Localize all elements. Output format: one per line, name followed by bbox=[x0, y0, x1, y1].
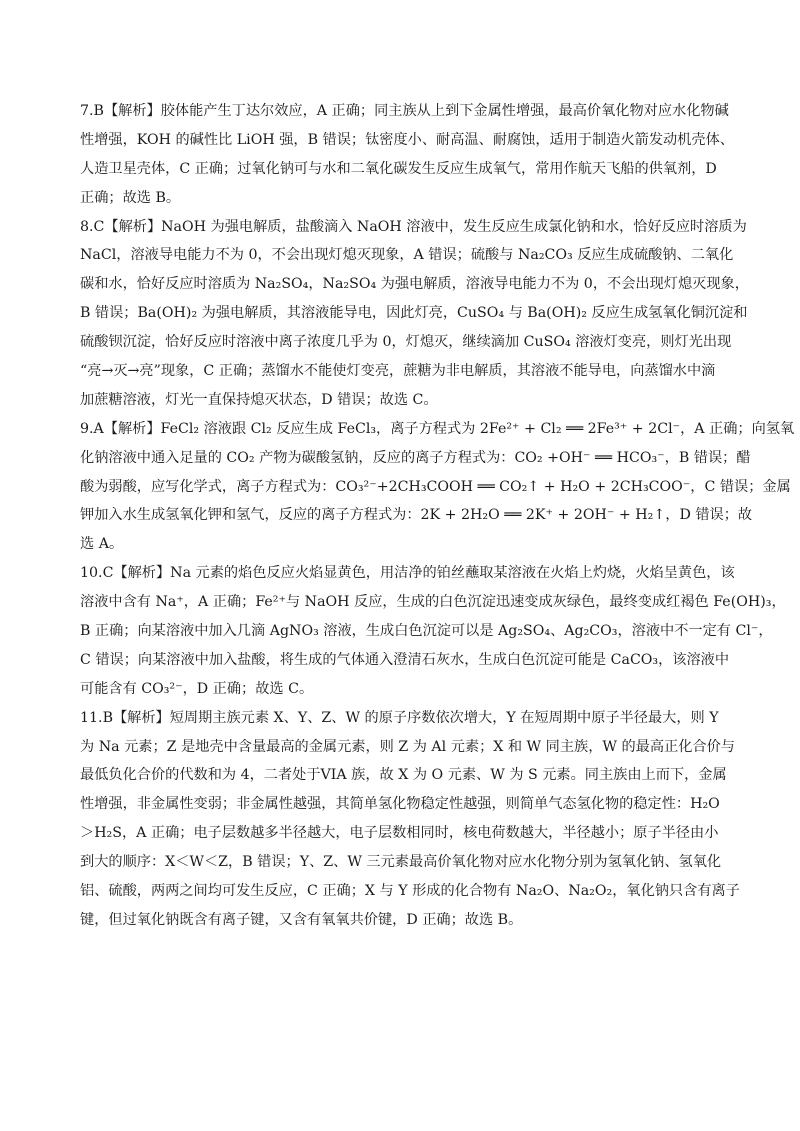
text-line: 硫酸钡沉淀，恰好反应时溶液中离子浓度几乎为 0，灯熄灭，继续滴加 CuSO₄ 溶液灯变亮，则灯光出现 bbox=[80, 334, 732, 351]
text-line: 到大的顺序：X＜W＜Z，B 错误；Y、Z、W 三元素最高价氧化物对应水化物分别为氢氧化钠、氢氧化 bbox=[80, 854, 722, 871]
question-8-explanation bbox=[80, 213, 749, 415]
text-line: 人造卫星壳体，C 正确；过氧化钠可与水和二氧化碳发生反应生成氧气，常用作航天飞船的供氧剂，D bbox=[80, 160, 717, 177]
page-content bbox=[80, 97, 795, 935]
text-line: 正确；故选 B。 bbox=[80, 189, 181, 206]
text-line: 7.B【解析】胶体能产生丁达尔效应，A 正确；同主族从上到下金属性增强，最高价氧化物对应水化物碱 bbox=[80, 103, 729, 119]
text-line: 铝、硫酸，两两之间均可发生反应，C 正确；X 与 Y 形成的化合物有 Na₂O、Na₂O₂，氧化钠只含有离子 bbox=[80, 883, 740, 900]
text-line: 性增强，KOH 的碱性比 LiOH 强，B 错误；钛密度小、耐高温、耐腐蚀，适用于制造火箭发动机壳体、 bbox=[80, 131, 734, 148]
text-line: 溶液中含有 Na⁺，A 正确；Fe²⁺与 NaOH 反应，生成的白色沉淀迅速变成灰绿色，最终变成红褐色 Fe(OH)₃， bbox=[80, 594, 786, 611]
text-line: 碳和水，恰好反应时溶质为 Na₂SO₄，Na₂SO₄ 为强电解质，溶液导电能力不为 0，不会出现灯熄灭现象， bbox=[80, 276, 749, 293]
question-7-explanation bbox=[80, 97, 734, 213]
text-line: 钾加入水生成氢氧化钾和氢气，反应的离子方程式为：2K + 2H₂O ══ 2K⁺ + 2OH⁻ + H₂↑，D 错误；故 bbox=[80, 507, 753, 524]
text-line: 选 A。 bbox=[80, 536, 124, 553]
text-line: NaCl，溶液导电能力不为 0，不会出现灯熄灭现象，A 错误；硫酸与 Na₂CO₃ 反应生成硫酸钠、二氧化 bbox=[80, 247, 734, 264]
text-line: 为 Na 元素；Z 是地壳中含量最高的金属元素，则 Z 为 Al 元素；X 和 W 同主族，W 的最高正化合价与 bbox=[80, 738, 735, 755]
question-11-explanation bbox=[80, 704, 740, 935]
question-9-explanation bbox=[80, 415, 795, 559]
text-line: 酸为弱酸，应写化学式，离子方程式为：CO₃²⁻+2CH₃COOH ══ CO₂↑ + H₂O + 2CH₃COO⁻，C 错误；金属 bbox=[80, 478, 791, 495]
text-line: 化钠溶液中通入足量的 CO₂ 产物为碳酸氢钠，反应的离子方程式为：CO₂ +OH⁻ ══ HCO₃⁻，B 错误；醋 bbox=[80, 449, 751, 466]
text-line: “亮→灭→亮”现象，C 正确；蒸馏水不能使灯变亮，蔗糖为非电解质，其溶液不能导电，向蒸馏水中滴 bbox=[80, 363, 716, 380]
text-line: 10.C【解析】Na 元素的焰色反应火焰显黄色，用洁净的铂丝蘸取某溶液在火焰上灼烧，火焰呈黄色，该 bbox=[80, 565, 735, 582]
text-line: 可能含有 CO₃²⁻，D 正确；故选 C。 bbox=[80, 680, 314, 697]
text-line: 9.A【解析】FeCl₂ 溶液跟 Cl₂ 反应生成 FeCl₃，离子方程式为 2Fe²⁺ + Cl₂ ══ 2Fe³⁺ + 2Cl⁻，A 正确；向氢氧 bbox=[80, 420, 795, 437]
text-line: 最低负化合价的代数和为 4，二者处于VIA 族，故 X 为 O 元素、W 为 S 元素。同主族由上而下，金属 bbox=[80, 767, 727, 784]
text-line: C 错误；向某溶液中加入盐酸，将生成的气体通入澄清石灰水，生成白色沉淀可能是 CaCO₃，该溶液中 bbox=[80, 651, 730, 668]
text-line: 8.C【解析】NaOH 为强电解质，盐酸滴入 NaOH 溶液中，发生反应生成氯化钠和水，恰好反应时溶质为 bbox=[80, 218, 747, 235]
text-line: 11.B【解析】短周期主族元素 X、Y、Z、W 的原子序数依次增大，Y 在短周期中原子半径最大，则 Y bbox=[80, 709, 719, 726]
question-10-explanation bbox=[80, 559, 786, 703]
text-line: ＞H₂S，A 正确；电子层数越多半径越大，电子层数相同时，核电荷数越大，半径越小；原子半径由小 bbox=[80, 825, 719, 842]
text-line: 键，但过氧化钠既含有离子键，又含有氧氧共价键，D 正确；故选 B。 bbox=[80, 911, 523, 928]
text-line: 加蔗糖溶液，灯光一直保持熄灭状态，D 错误；故选 C。 bbox=[80, 391, 438, 408]
text-line: 性增强，非金属性变弱；非金属性越强，其简单氢化物稳定性越强，则简单气态氢化物的稳定性：H₂O bbox=[80, 796, 720, 813]
text-line: B 错误；Ba(OH)₂ 为强电解质，其溶液能导电，因此灯亮，CuSO₄ 与 Ba(OH)₂ 反应生成氢氧化铜沉淀和 bbox=[80, 305, 748, 322]
text-line: B 正确；向某溶液中加入几滴 AgNO₃ 溶液，生成白色沉淀可以是 Ag₂SO₄、Ag₂CO₃，溶液中不一定有 Cl⁻， bbox=[80, 623, 773, 640]
